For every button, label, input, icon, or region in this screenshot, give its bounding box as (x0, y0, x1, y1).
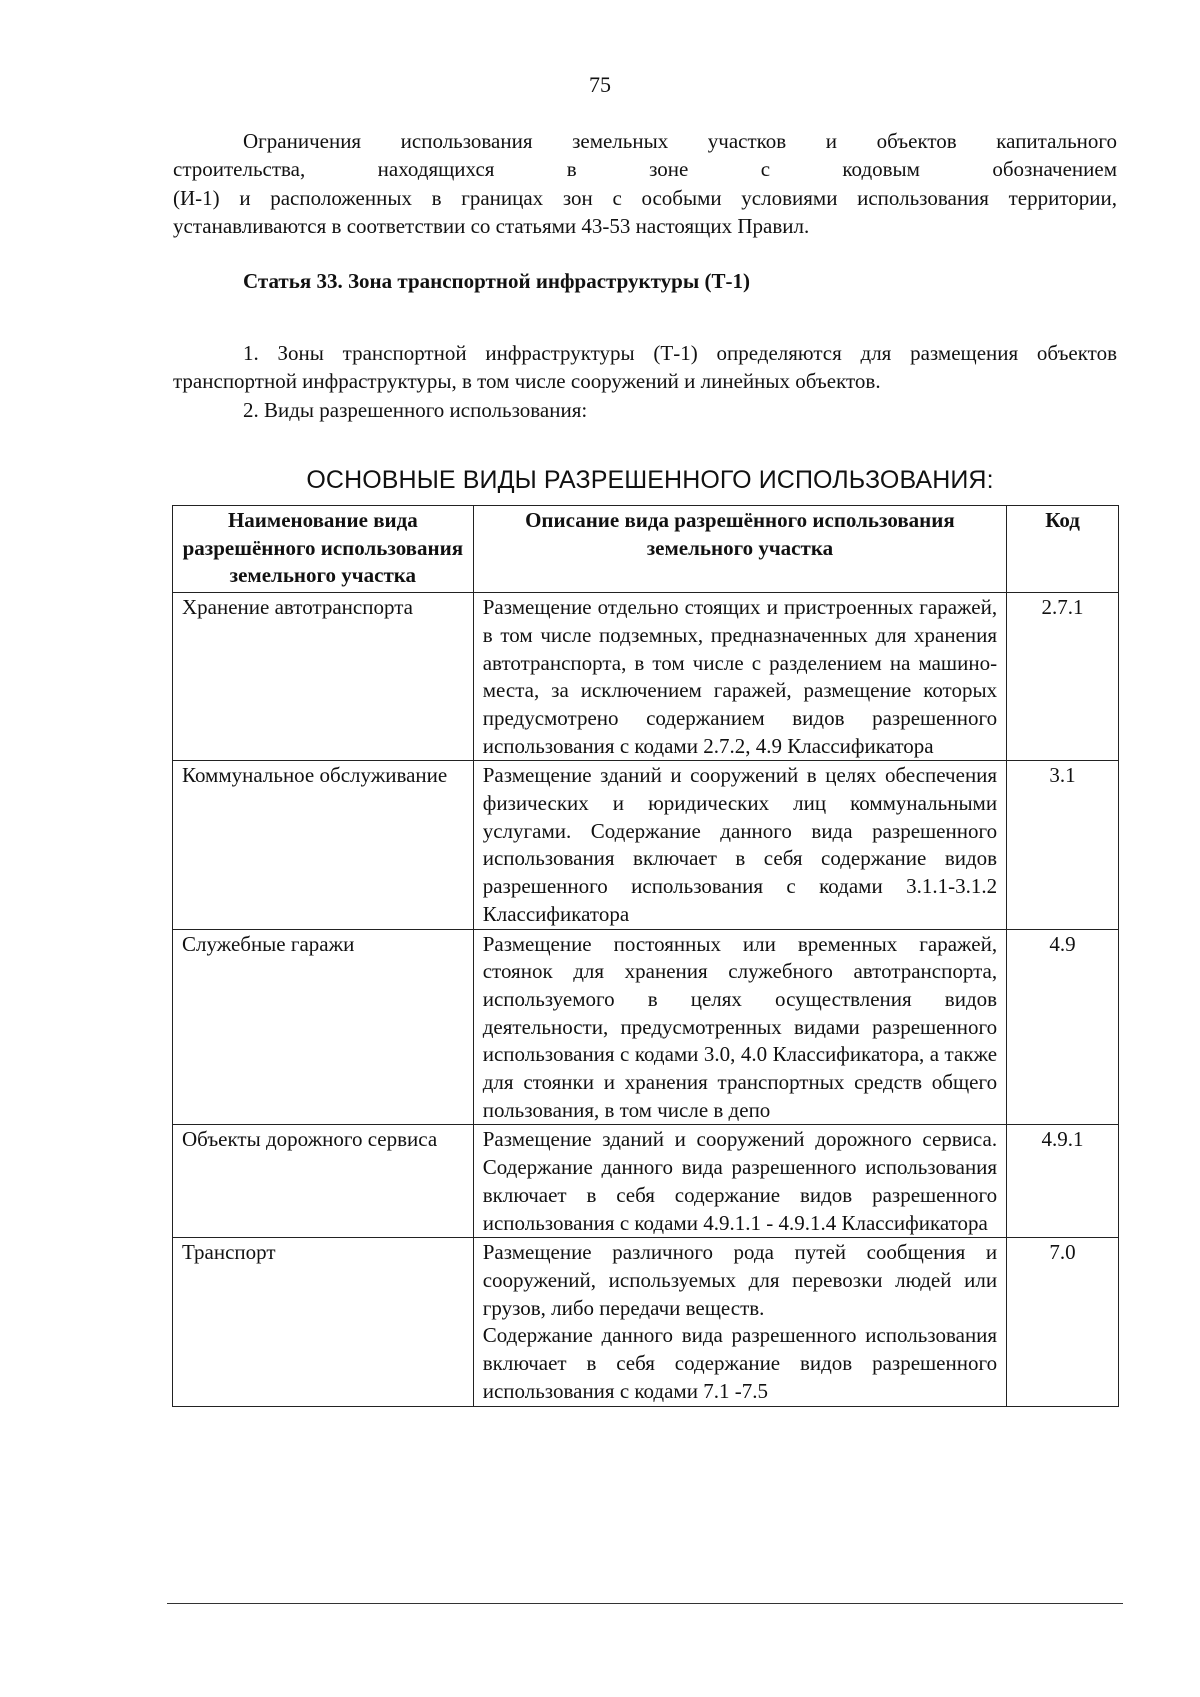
footer-divider (167, 1603, 1123, 1604)
intro-line-1: Ограничения использования земельных участков и объектов капитального (243, 129, 1117, 153)
use-name: Коммунальное обслуживание (173, 761, 474, 929)
use-code: 7.0 (1007, 1238, 1119, 1406)
table-header-row (173, 506, 1119, 593)
table-row (173, 761, 1119, 929)
table-title: ОСНОВНЫЕ ВИДЫ РАЗРЕШЕННОГО ИСПОЛЬЗОВАНИЯ: (306, 466, 994, 494)
table-row (173, 593, 1119, 761)
intro-paragraph (173, 127, 1117, 241)
table-row (173, 1125, 1119, 1238)
use-name: Транспорт (173, 1238, 474, 1406)
use-description-part-1: Размещение различного рода путей сообщения и сооружений, используемых для перевозки людей или грузов, либо передачи веществ. (482, 1240, 998, 1320)
use-description: Размещение постоянных или временных гаражей, стоянок для хранения служебного автотранспорта, используемого в целях осуществления видов деятельности, предусмотренных видами разрешенного использования с кодами 3.0, 4.0 Классификатора, а также для стоянки и хранения транспортных средств общего пользования, в том числе в депо (473, 929, 1006, 1125)
use-description: Размещение зданий и сооружений в целях обеспечения физических и юридических лиц коммунальными услугами. Содержание данного вида разрешенного использования включает в себя содержание видов разрешенного использования с кодами 3.1.1-3.1.2 Классификатора (473, 761, 1006, 929)
header-code: Код (1007, 506, 1119, 593)
use-description: Размещение зданий и сооружений дорожного сервиса. Содержание данного вида разрешенного использования включает в себя содержание видов разрешенного использования с кодами 4.9.1.1 - 4.9.1.4 Классификатора (473, 1125, 1006, 1238)
use-code: 2.7.1 (1007, 593, 1119, 761)
intro-line-rest: (И-1) и расположенных в границах зон с особыми условиями использования территории, устанавливаются в соответствии со статьями 43-53 настоящих Правил. (173, 185, 1117, 239)
item-1: 1. Зоны транспортной инфраструктуры (Т-1) определяются для размещения объектов транспортной инфраструктуры, в том числе сооружений и линейных объектов. (173, 341, 1117, 394)
use-description-part-2: Содержание данного вида разрешенного использования включает в себя содержание видов разрешенного использования с кодами 7.1 -7.5 (482, 1323, 998, 1403)
use-name: Хранение автотранспорта (173, 593, 474, 761)
use-description (473, 1238, 1006, 1406)
header-name: Наименование вида разрешённого использования земельного участка (173, 506, 474, 593)
item-2: 2. Виды разрешенного использования: (243, 397, 588, 422)
intro-line-2: строительства, находящихся в зоне с кодовым обозначением (173, 157, 1117, 182)
use-code: 3.1 (1007, 761, 1119, 929)
use-description: Размещение отдельно стоящих и пристроенных гаражей, в том числе подземных, предназначенных для хранения автотранспорта, в том числе с разделением на машино-места, за исключением гаражей, размещение которых предусмотрено содержанием видов разрешенного использования с кодами 2.7.2, 4.9 Классификатора (473, 593, 1006, 761)
article-title: Статья 33. Зона транспортной инфраструктуры (Т-1) (243, 269, 750, 293)
use-name: Объекты дорожного сервиса (173, 1125, 474, 1238)
zone-description (173, 339, 1117, 424)
page-number: 75 (589, 72, 611, 97)
use-name: Служебные гаражи (173, 929, 474, 1125)
table-row (173, 1238, 1119, 1406)
table-row (173, 929, 1119, 1125)
use-code: 4.9.1 (1007, 1125, 1119, 1238)
header-description: Описание вида разрешённого использования земельного участка (473, 506, 1006, 593)
permitted-uses-table (172, 505, 1119, 1407)
use-code: 4.9 (1007, 929, 1119, 1125)
